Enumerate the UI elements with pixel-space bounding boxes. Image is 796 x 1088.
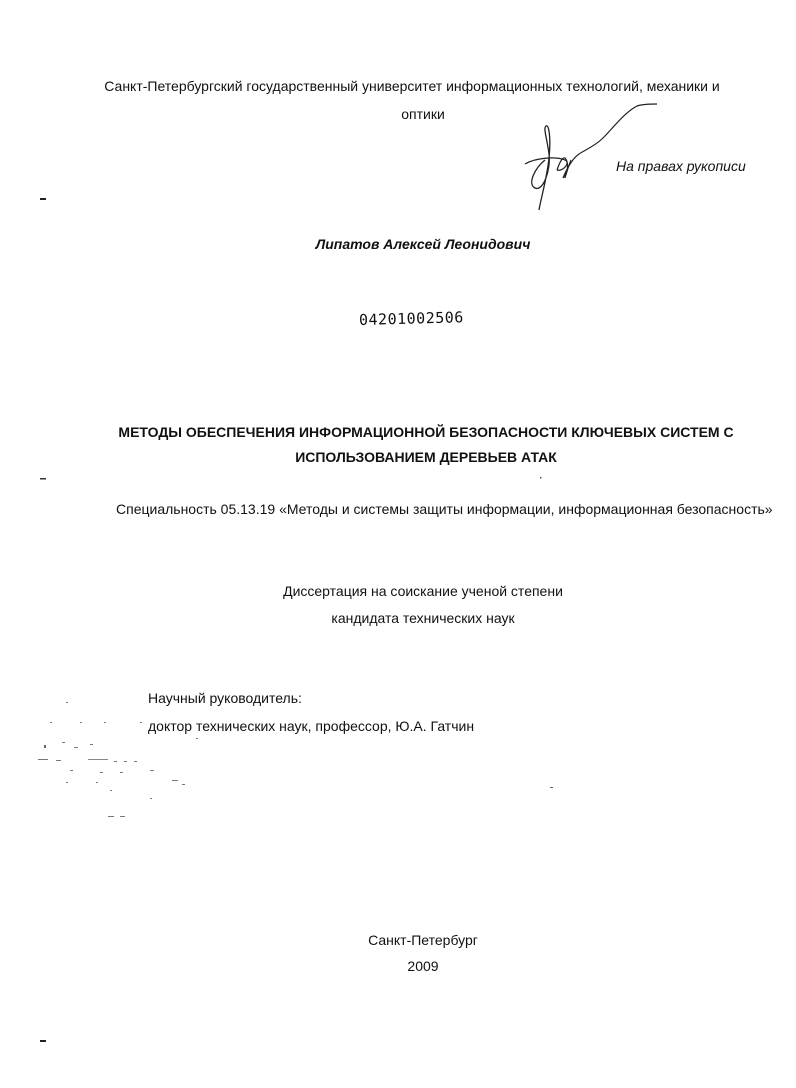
registration-number: 04201002506 <box>358 308 465 329</box>
thesis-title-line-1: МЕТОДЫ ОБЕСПЕЧЕНИЯ ИНФОРМАЦИОННОЙ БЕЗОПАСНОСТИ КЛЮЧЕВЫХ СИСТЕМ С <box>118 424 734 440</box>
signature-image <box>505 98 675 213</box>
institution-line-2: оптики <box>401 106 445 122</box>
institution-line-1: Санкт-Петербургский государственный университет информационных технологий, механики и <box>104 78 720 94</box>
advisor-name: доктор технических наук, профессор, Ю.А. Гатчин <box>148 718 475 734</box>
dissertation-line-1: Диссертация на соискание ученой степени <box>283 583 563 599</box>
city: Санкт-Петербург <box>368 932 478 948</box>
advisor-label: Научный руководитель: <box>148 690 302 706</box>
thesis-title-line-2: ИСПОЛЬЗОВАНИЕМ ДЕРЕВЬЕВ АТАК <box>295 449 557 465</box>
specialty-line: Специальность 05.13.19 «Методы и системы защиты информации, информационная безопасность» <box>116 501 773 517</box>
manuscript-note: На правах рукописи <box>616 158 746 174</box>
dissertation-line-2: кандидата технических наук <box>331 610 515 626</box>
year: 2009 <box>407 958 439 974</box>
author-name: Липатов Алексей Леонидович <box>315 236 531 252</box>
